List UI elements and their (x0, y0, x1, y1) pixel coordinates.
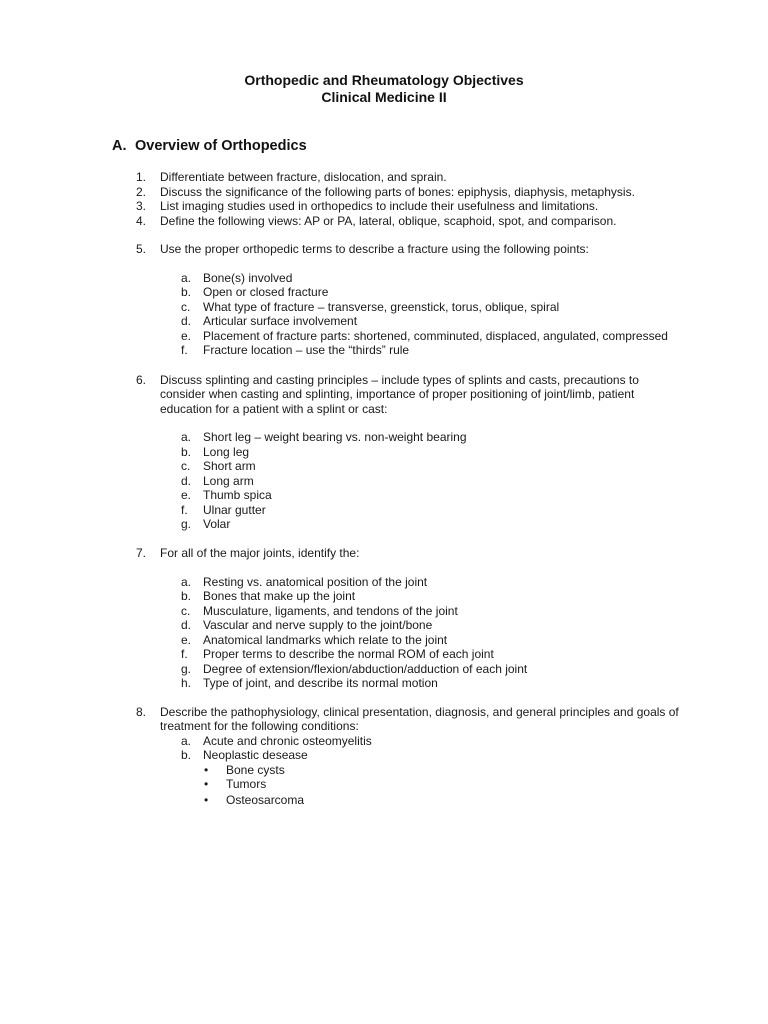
sub-marker: g. (181, 661, 192, 676)
document-title: Orthopedic and Rheumatology Objectives (244, 72, 524, 88)
sub-text: Proper terms to describe the normal ROM of each joint (203, 647, 494, 661)
sub-marker: d. (181, 473, 192, 488)
sub-text: Vascular and nerve supply to the joint/bone (203, 618, 433, 632)
sub-marker: e. (181, 632, 192, 647)
sub-marker: e. (181, 328, 192, 343)
bullet-icon: • (204, 762, 209, 777)
item-number: 4. (136, 213, 147, 228)
sub-marker: c. (181, 603, 191, 618)
item-number: 1. (136, 170, 147, 184)
sub-text: Short arm (203, 459, 256, 473)
section-letter: A. (112, 138, 127, 154)
sub-text: Volar (203, 517, 231, 531)
sub-marker: a. (181, 733, 192, 748)
document-subtitle: Clinical Medicine II (321, 89, 447, 105)
item-number: 6. (136, 372, 147, 387)
item-text: Use the proper orthopedic terms to describe a fracture using the following points: (160, 241, 589, 256)
sub-text: Bones that make up the joint (203, 589, 356, 603)
item-number: 8. (136, 704, 147, 719)
sub-text: Placement of fracture parts: shortened, comminuted, displaced, angulated, compressed (203, 328, 668, 343)
sub-text: Open or closed fracture (203, 285, 329, 299)
item-text: Differentiate between fracture, dislocation, and sprain. (160, 170, 447, 184)
bullet-text: Bone cysts (226, 762, 285, 777)
item-number: 7. (136, 546, 147, 560)
sub-text: Resting vs. anatomical position of the joint (203, 574, 428, 589)
sub-text: Type of joint, and describe its normal motion (203, 676, 438, 690)
bullet-text: Tumors (226, 777, 267, 791)
item-number: 2. (136, 184, 147, 199)
sub-text: Acute and chronic osteomyelitis (203, 733, 372, 748)
item-text: Discuss the significance of the following parts of bones: epiphysis, diaphysis, metaphysis. (160, 184, 635, 199)
sub-marker: b. (181, 589, 192, 603)
sub-marker: e. (181, 488, 192, 502)
sub-marker: a. (181, 574, 192, 589)
sub-marker: b. (181, 285, 192, 299)
sub-marker: f. (181, 502, 188, 517)
item-text: List imaging studies used in orthopedics to include their usefulness and limitations. (160, 199, 599, 213)
sub-text: Long arm (203, 473, 254, 488)
sub-text: Thumb spica (203, 488, 272, 502)
sub-text: Short leg – weight bearing vs. non-weight bearing (203, 430, 467, 444)
sub-text: Degree of extension/flexion/abduction/adduction of each joint (203, 661, 528, 676)
sub-text: What type of fracture – transverse, greenstick, torus, oblique, spiral (203, 299, 560, 314)
item-number: 3. (136, 199, 147, 213)
sub-text: Anatomical landmarks which relate to the joint (203, 632, 448, 647)
sub-text: Neoplastic desease (203, 748, 308, 762)
section-heading (112, 138, 307, 155)
sub-marker: c. (181, 299, 191, 314)
item-text-line: Describe the pathophysiology, clinical presentation, diagnosis, and general principles and goals of (160, 704, 679, 719)
sub-marker: d. (181, 314, 192, 328)
item-text-line: consider when casting and splinting, importance of proper positioning of joint/limb, patient (160, 387, 635, 401)
sub-marker: b. (181, 748, 192, 762)
sub-marker: f. (181, 647, 188, 661)
bullet-text: Osteosarcoma (226, 793, 305, 807)
sub-text: Articular surface involvement (203, 314, 358, 328)
section-title: Overview of Orthopedics (135, 138, 307, 154)
sub-text: Ulnar gutter (203, 502, 266, 517)
sub-text: Bone(s) involved (203, 270, 293, 285)
sub-text: Fracture location – use the “thirds” rule (203, 343, 410, 357)
sub-text: Long leg (203, 444, 250, 459)
sub-marker: a. (181, 270, 192, 285)
item-number: 5. (136, 241, 147, 256)
sub-marker: b. (181, 444, 192, 459)
sub-marker: d. (181, 618, 192, 632)
sub-marker: a. (181, 430, 192, 444)
item-text: Define the following views: AP or PA, lateral, oblique, scaphoid, spot, and comparison. (160, 213, 617, 228)
item-text-line: Discuss splinting and casting principles – include types of splints and casts, precautions to (160, 372, 639, 387)
item-text: For all of the major joints, identify the: (160, 546, 360, 560)
sub-marker: g. (181, 517, 192, 531)
item-text-line: treatment for the following conditions: (160, 719, 359, 733)
bullet-icon: • (204, 793, 209, 807)
sub-text: Musculature, ligaments, and tendons of the joint (203, 603, 458, 618)
item-text-line: education for a patient with a splint or cast: (160, 401, 388, 416)
bullet-icon: • (204, 777, 209, 791)
sub-marker: f. (181, 343, 188, 357)
sub-marker: c. (181, 459, 191, 473)
sub-marker: h. (181, 676, 192, 690)
